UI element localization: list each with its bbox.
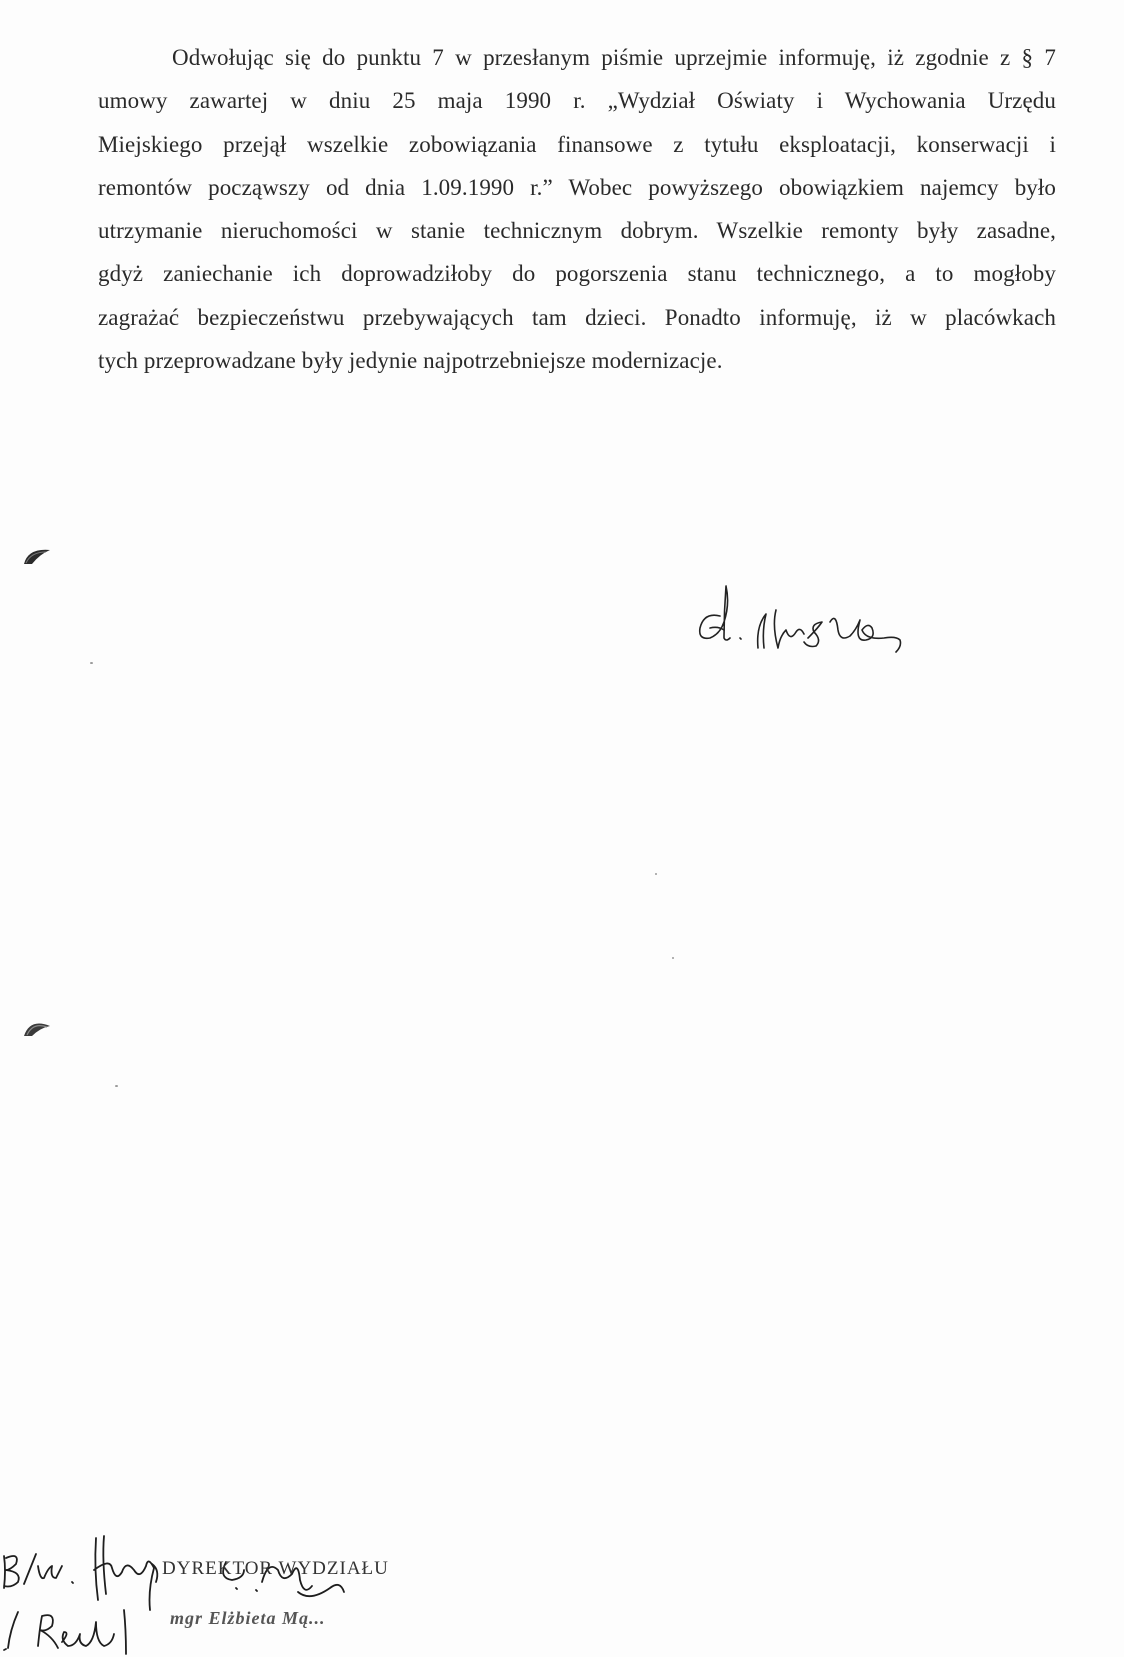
letter-line: tych przeprowadzane były jedynie najpotrzebniejsze modernizacje. (98, 348, 723, 374)
signature-stamp-block (0, 1530, 420, 1657)
paper-speck (90, 662, 93, 664)
punch-hole-icon (22, 1016, 52, 1038)
paper-speck (655, 873, 657, 875)
stamp-name: mgr Elżbieta Mą... (170, 1608, 326, 1628)
letter-line: utrzymanie nieruchomości w stanie technicznym dobrym. Wszelkie remonty były zasadne, (98, 218, 1056, 244)
punch-hole-icon (22, 544, 52, 566)
signature-graphic (690, 582, 930, 672)
letter-line: gdyż zaniechanie ich doprowadziłoby do pogorszenia stanu technicznego, a to mogłoby (98, 261, 1056, 287)
letter-line: zagrażać bezpieczeństwu przebywających tam dzieci. Ponadto informuję, iż w placówkach (98, 304, 1056, 330)
letter-line: umowy zawartej w dniu 25 maja 1990 r. „Wydział Oświaty i Wychowania Urzędu (98, 88, 1056, 114)
paper-speck (115, 1085, 118, 1087)
letter-body (98, 36, 1056, 382)
letter-line: remontów począwszy od dnia 1.09.1990 r.” Wobec powyższego obowiązkiem najemcy było (98, 174, 1056, 200)
stamp-title: DYREKTOR WYDZIAŁU (162, 1558, 389, 1579)
paper-speck (672, 957, 674, 959)
letter-line: Miejskiego przejął wszelkie zobowiązania finansowe z tytułu eksploatacji, konserwacji i (98, 131, 1056, 157)
handwritten-annotation-graphic (0, 1530, 420, 1657)
letter-line: Odwołując się do punktu 7 w przesłanym piśmie uprzejmie informuję, iż zgodnie z § 7 (172, 45, 1056, 70)
